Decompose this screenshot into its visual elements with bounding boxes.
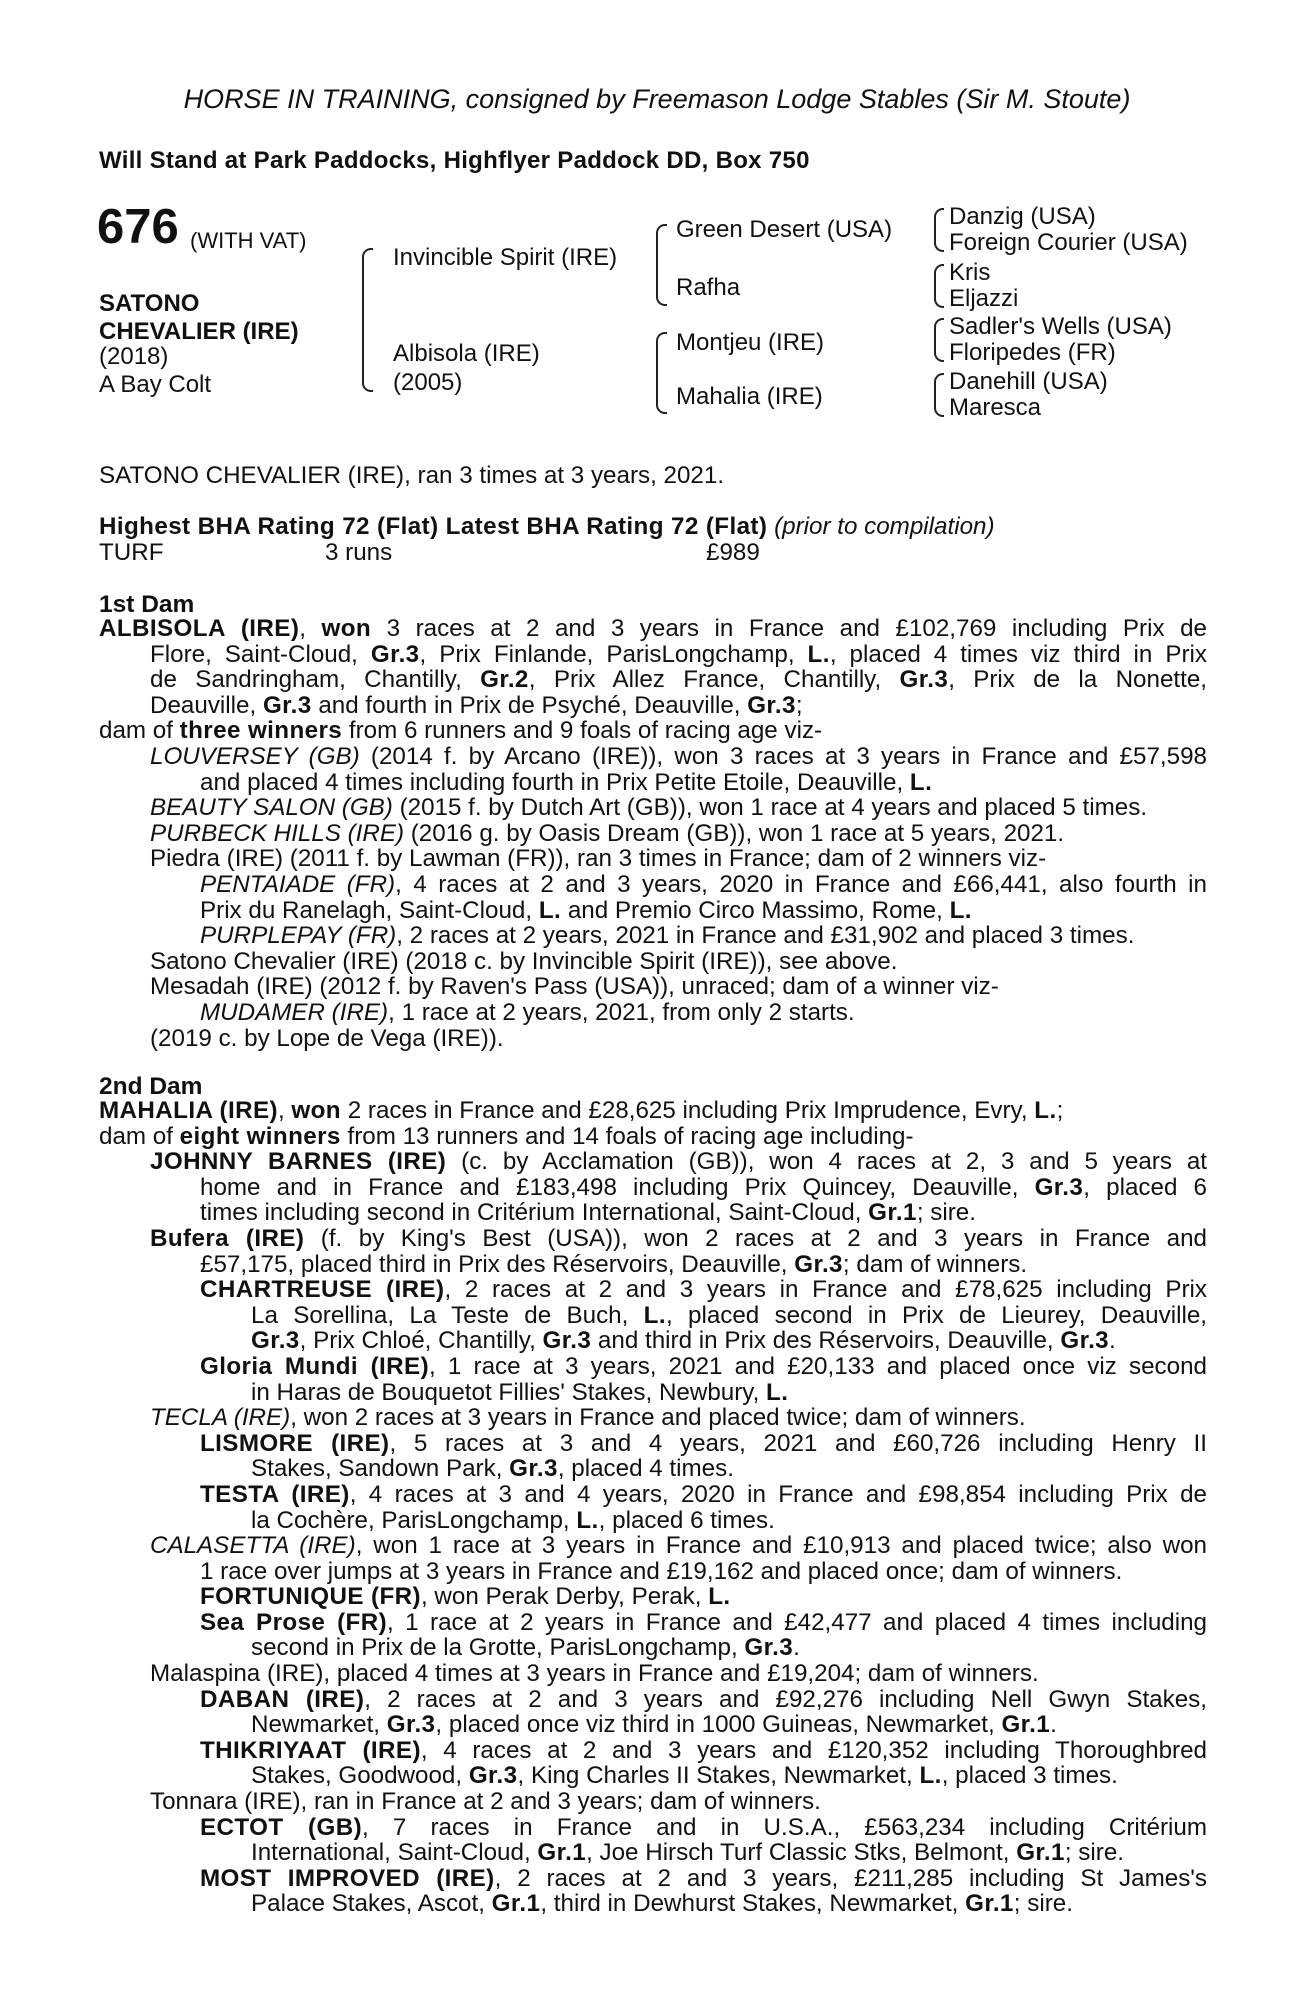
- second-dam-line: Newmarket, Gr.3, placed once viz third in 1000 Guineas, Newmarket, Gr.1.: [251, 1711, 1057, 1739]
- second-dam-line: la Cochère, ParisLongchamp, L., placed 6 times.: [251, 1506, 775, 1534]
- second-dam-line: times including second in Critérium International, Saint-Cloud, Gr.1; sire.: [200, 1199, 976, 1227]
- first-dam-line: Deauville, Gr.3 and fourth in Prix de Psyché, Deauville, Gr.3;: [150, 691, 803, 719]
- second-dam-line: THIKRIYAAT (IRE), 4 races at 2 and 3 years and £120,352 including Thoroughbred: [200, 1737, 1207, 1764]
- pedigree-brace-sire: [656, 224, 667, 306]
- first-dam-line: Satono Chevalier (IRE) (2018 c. by Invincible Spirit (IRE)), see above.: [150, 947, 898, 975]
- horse-description: A Bay Colt: [99, 371, 212, 398]
- vat-note: (WITH VAT): [190, 228, 307, 253]
- horse-name-line1: SATONO: [99, 290, 200, 317]
- second-dam-line: home and in France and £183,498 including Prix Quincey, Deauville, Gr.3, placed 6: [200, 1174, 1207, 1201]
- second-dam-line: LISMORE (IRE), 5 races at 3 and 4 years, 2021 and £60,726 including Henry II: [200, 1430, 1207, 1457]
- second-dam-line: FORTUNIQUE (FR), won Perak Derby, Perak, L.: [200, 1583, 731, 1611]
- second-dam-line: La Sorellina, La Teste de Buch, L., placed second in Prix de Lieurey, Deauville,: [251, 1302, 1207, 1329]
- pedigree-dam-dam: Mahalia (IRE): [676, 383, 823, 410]
- rating-earnings: £989: [706, 539, 760, 566]
- pedigree-sire: Invincible Spirit (IRE): [393, 244, 618, 271]
- first-dam-line: de Sandringham, Chantilly, Gr.2, Prix Allez France, Chantilly, Gr.3, Prix de la Nonette,: [150, 667, 1207, 693]
- rating-runs: 3 runs: [325, 539, 393, 566]
- second-dam-line: Palace Stakes, Ascot, Gr.1, third in Dewhurst Stakes, Newmarket, Gr.1; sire.: [251, 1890, 1073, 1918]
- second-dam-line: Tonnara (IRE), ran in France at 2 and 3 years; dam of winners.: [150, 1788, 821, 1816]
- catalogue-header: HORSE IN TRAINING, consigned by Freemason Lodge Stables (Sir M. Stoute): [183, 84, 1131, 114]
- rating-line: [99, 513, 995, 541]
- rating-note: (prior to compilation): [774, 513, 995, 540]
- second-dam-line: MOST IMPROVED (IRE), 2 races at 2 and 3 years, £211,285 including St James's: [200, 1865, 1207, 1892]
- first-dam-line: Mesadah (IRE) (2012 f. by Raven's Pass (USA)), unraced; dam of a winner viz-: [150, 973, 999, 1001]
- pedigree-g5: Sadler's Wells (USA): [949, 313, 1172, 340]
- pedigree-brace-main: [362, 248, 373, 392]
- pedigree-brace-g3: [934, 318, 944, 362]
- stand-location: Will Stand at Park Paddocks, Highflyer Paddock DD, Box 750: [99, 147, 810, 174]
- pedigree-dam: Albisola (IRE): [393, 340, 540, 367]
- pedigree-dam-sire: Montjeu (IRE): [676, 329, 825, 356]
- first-dam-line: PURPLEPAY (FR), 2 races at 2 years, 2021 in France and £31,902 and placed 3 times.: [200, 922, 1135, 950]
- second-dam-section: [99, 1098, 1207, 1917]
- pedigree-brace-dam: [656, 332, 667, 414]
- first-dam-line: dam of three winners from 6 runners and 9 foals of racing age viz-: [99, 717, 823, 745]
- second-dam-line: Bufera (IRE) (f. by King's Best (USA)), won 2 races at 2 and 3 years in France and: [150, 1225, 1207, 1252]
- second-dam-line: Stakes, Goodwood, Gr.3, King Charles II Stakes, Newmarket, L., placed 3 times.: [251, 1762, 1118, 1790]
- second-dam-line: MAHALIA (IRE), won 2 races in France and £28,625 including Prix Imprudence, Evry, L.;: [99, 1097, 1064, 1124]
- pedigree-brace-g1: [934, 208, 944, 252]
- second-dam-line: ECTOT (GB), 7 races in France and in U.S.A., £563,234 including Critérium: [200, 1814, 1207, 1841]
- horse-name-line2: CHEVALIER (IRE): [99, 318, 299, 345]
- pedigree-dam-year: (2005): [393, 369, 463, 396]
- second-dam-line: Malaspina (IRE), placed 4 times at 3 years in France and £19,204; dam of winners.: [150, 1660, 1039, 1688]
- rating-label: Highest BHA Rating 72 (Flat) Latest BHA Rating 72 (Flat): [99, 513, 768, 540]
- pedigree-g7: Danehill (USA): [949, 368, 1108, 395]
- pedigree-brace-g4: [934, 373, 944, 417]
- second-dam-line: CHARTREUSE (IRE), 2 races at 2 and 3 years in France and £78,625 including Prix: [200, 1277, 1207, 1303]
- pedigree-g1: Danzig (USA): [949, 203, 1096, 230]
- horse-name: [99, 290, 299, 346]
- pedigree-g3: Kris: [949, 259, 991, 286]
- pedigree-g8: Maresca: [949, 394, 1042, 421]
- rating-surface: TURF: [99, 539, 164, 566]
- pedigree-g4: Eljazzi: [949, 285, 1019, 312]
- first-dam-heading: 1st Dam: [99, 591, 195, 618]
- second-dam-line: Gloria Mundi (IRE), 1 race at 3 years, 2021 and £20,133 and placed once viz second: [200, 1353, 1207, 1380]
- first-dam-line: Prix du Ranelagh, Saint-Cloud, L. and Premio Circo Massimo, Rome, L.: [200, 896, 972, 924]
- horse-year: (2018): [99, 343, 169, 370]
- pedigree-g2: Foreign Courier (USA): [949, 229, 1188, 256]
- second-dam-line: in Haras de Bouquetot Fillies' Stakes, Newbury, L.: [251, 1378, 789, 1406]
- second-dam-line: Gr.3, Prix Chloé, Chantilly, Gr.3 and third in Prix des Réservoirs, Deauville, Gr.3.: [251, 1327, 1116, 1355]
- pedigree-g6: Floripedes (FR): [949, 339, 1116, 366]
- first-dam-line: MUDAMER (IRE), 1 race at 2 years, 2021, from only 2 starts.: [200, 998, 855, 1026]
- second-dam-line: CALASETTA (IRE), won 1 race at 3 years in France and £10,913 and placed twice; also won: [150, 1533, 1207, 1559]
- first-dam-line: PURBECK HILLS (IRE) (2016 g. by Oasis Dream (GB)), won 1 race at 5 years, 2021.: [150, 819, 1065, 847]
- second-dam-line: JOHNNY BARNES (IRE) (c. by Acclamation (GB)), won 4 races at 2, 3 and 5 years at: [150, 1149, 1207, 1175]
- horse-info: [99, 343, 211, 399]
- race-summary: SATONO CHEVALIER (IRE), ran 3 times at 3 years, 2021.: [99, 462, 725, 489]
- first-dam-section: [99, 616, 1207, 1051]
- pedigree-sire-sire: Green Desert (USA): [676, 216, 893, 243]
- first-dam-line: ALBISOLA (IRE), won 3 races at 2 and 3 years in France and £102,769 including Prix de: [99, 616, 1207, 642]
- second-dam-line: 1 race over jumps at 3 years in France and £19,162 and placed once; dam of winners.: [200, 1557, 1123, 1585]
- second-dam-line: TESTA (IRE), 4 races at 3 and 4 years, 2020 in France and £98,854 including Prix de: [200, 1481, 1207, 1508]
- pedigree-brace-g2: [934, 264, 944, 308]
- second-dam-line: DABAN (IRE), 2 races at 2 and 3 years and £92,276 including Nell Gwyn Stakes,: [200, 1686, 1207, 1713]
- second-dam-line: TECLA (IRE), won 2 races at 3 years in France and placed twice; dam of winners.: [150, 1404, 1026, 1432]
- lot-number: 676: [97, 200, 179, 254]
- first-dam-line: and placed 4 times including fourth in Prix Petite Etoile, Deauville, L.: [200, 768, 933, 796]
- first-dam-line: LOUVERSEY (GB) (2014 f. by Arcano (IRE)), won 3 races at 3 years in France and £57,598: [150, 743, 1207, 770]
- first-dam-line: Piedra (IRE) (2011 f. by Lawman (FR)), ran 3 times in France; dam of 2 winners viz-: [150, 845, 1047, 873]
- second-dam-line: dam of eight winners from 13 runners and 14 foals of racing age including-: [99, 1122, 914, 1150]
- second-dam-heading: 2nd Dam: [99, 1073, 203, 1100]
- pedigree-sire-dam: Rafha: [676, 274, 741, 301]
- first-dam-line: PENTAIADE (FR), 4 races at 2 and 3 years, 2020 in France and £66,441, also fourth in: [200, 871, 1207, 898]
- first-dam-line: BEAUTY SALON (GB) (2015 f. by Dutch Art (GB)), won 1 race at 4 years and placed 5 times.: [150, 794, 1148, 822]
- second-dam-line: £57,175, placed third in Prix des Réservoirs, Deauville, Gr.3; dam of winners.: [200, 1250, 1028, 1278]
- second-dam-line: Sea Prose (FR), 1 race at 2 years in France and £42,477 and placed 4 times including: [200, 1609, 1207, 1636]
- second-dam-line: second in Prix de la Grotte, ParisLongchamp, Gr.3.: [251, 1634, 800, 1662]
- first-dam-line: Flore, Saint-Cloud, Gr.3, Prix Finlande, ParisLongchamp, L., placed 4 times viz third in Prix: [150, 641, 1207, 668]
- first-dam-line: (2019 c. by Lope de Vega (IRE)).: [150, 1024, 504, 1052]
- second-dam-line: Stakes, Sandown Park, Gr.3, placed 4 times.: [251, 1455, 734, 1483]
- second-dam-line: International, Saint-Cloud, Gr.1, Joe Hirsch Turf Classic Stks, Belmont, Gr.1; sire.: [251, 1839, 1124, 1867]
